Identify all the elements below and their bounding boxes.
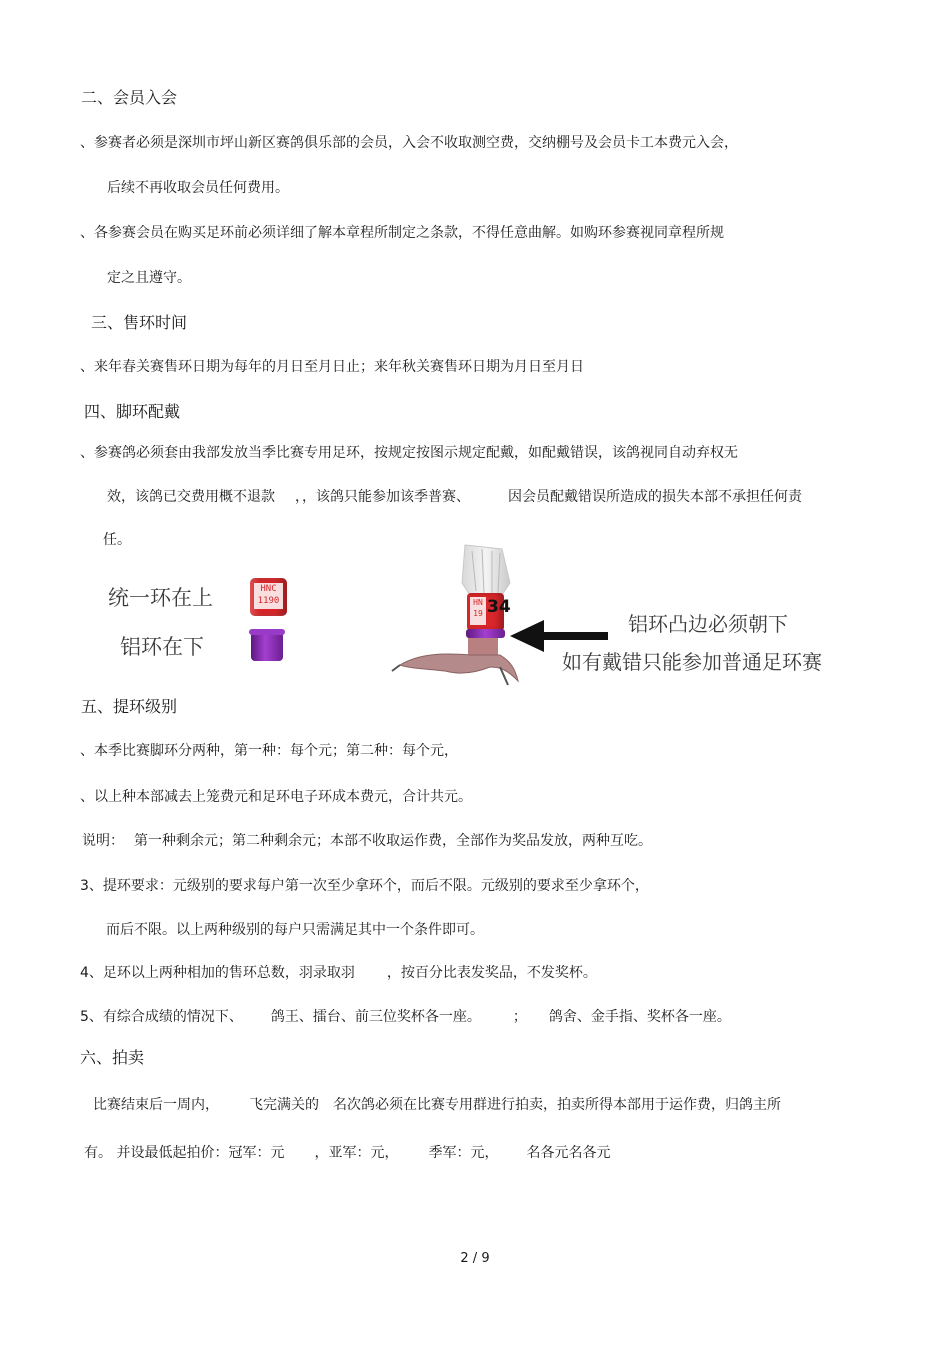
leg-red-unified-ring xyxy=(467,593,511,631)
auction-line-1-part-3: 名次鸽必须在比赛专用群进行拍卖，拍卖所得本部用于运作费，归鸽主所 xyxy=(333,1097,781,1113)
leg-ring-number: 34 xyxy=(487,597,511,617)
auction-line-2-part-1: 有。 并设最低起拍价：冠军：元 xyxy=(84,1145,285,1161)
leg-ring-code-line-2: 19 xyxy=(473,609,483,618)
section-heading-membership: 二、会员入会 xyxy=(81,88,178,107)
ring-wearing-clause-line-2-part-2: ，，该鸽只能参加该季普赛、 xyxy=(295,489,470,505)
ring-wearing-clause-line-2-part-1: 效，该鸽已交费用概不退款 xyxy=(107,489,275,505)
leg-purple-aluminum-ring xyxy=(466,629,505,638)
ring-code-line-2: 1190 xyxy=(257,596,280,606)
ring-wearing-clause-line-2 xyxy=(107,487,802,507)
clause-5-part-4: 鸽舍、金手指、奖杯各一座。 xyxy=(548,1009,731,1025)
ring-levels-clause-3-line-2: 而后不限。以上两种级别的每户只需满足其中一个条件即可。 xyxy=(106,922,484,938)
auction-line-1-part-2: 飞完满关的 xyxy=(249,1097,319,1113)
page-number: 2 / 9 xyxy=(460,1251,490,1266)
section-heading-ring-levels: 五、提环级别 xyxy=(81,697,178,716)
auction-clause-line-2 xyxy=(84,1143,610,1163)
label-aluminum-ring-below: 铝环在下 xyxy=(120,635,204,659)
auction-line-1-part-1: 比赛结束后一周内， xyxy=(93,1097,219,1113)
ring-levels-clause-3-line-1: 3、提环要求：元级别的要求每户第一次至少拿环个，而后不限。元级别的要求至少拿环个， xyxy=(80,878,649,894)
section-heading-auction: 六、拍卖 xyxy=(80,1048,145,1067)
ring-levels-clause-2: 、以上种本部减去上笼费元和足环电子环成本费元，合计共元。 xyxy=(80,789,472,805)
ring-wearing-clause-line-1: 、参赛鸽必须套由我部发放当季比赛专用足环，按规定按图示规定配戴，如配戴错误，该鸽视同自动弃权无 xyxy=(80,445,738,461)
membership-clause-1-line-2: 后续不再收取会员任何费用。 xyxy=(107,180,289,196)
ring-levels-clause-4 xyxy=(80,963,597,983)
clause-5-part-2: 鸽王、擂台、前三位奖杯各一座。 xyxy=(270,1009,481,1025)
clause-5-part-1: 5、有综合成绩的情况下、 xyxy=(80,1009,243,1025)
ring-sale-clause-1: 、来年春关赛售环日期为每年的月日至月日止；来年秋关赛售环日期为月日至月日 xyxy=(80,359,584,375)
auction-line-2-part-3: 季军：元， xyxy=(428,1145,499,1161)
auction-line-2-part-2: ，亚军：元， xyxy=(314,1145,399,1161)
auction-clause-line-1 xyxy=(93,1095,781,1115)
membership-clause-2-line-1: 、各参赛会员在购买足环前必须详细了解本章程所制定之条款，不得任意曲解。如购环参赛视同章程所规 xyxy=(80,225,724,241)
leg-ring-code-line-1: HN xyxy=(473,598,483,607)
clause-4-part-2: ，按百分比表发奖品，不发奖杯。 xyxy=(386,965,597,981)
clause-4-part-1: 4、足环以上两种相加的售环总数，羽录取羽 xyxy=(80,965,355,981)
explanation-text: 第一种剩余元；第二种剩余元；本部不收取运作费，全部作为奖品发放，两种互吃。 xyxy=(134,833,652,849)
membership-clause-1-line-1: 、参赛者必须是深圳市坪山新区赛鸽俱乐部的会员，入会不收取测空费，交纳棚号及会员卡工本费元入会， xyxy=(80,135,738,151)
ring-levels-explanation xyxy=(82,831,652,851)
ring-levels-clause-5 xyxy=(80,1007,731,1027)
ring-wearing-clause-line-2-part-3: 因会员配戴错误所造成的损失本部不承担任何责 xyxy=(508,489,802,505)
membership-clause-2-line-2: 定之且遵守。 xyxy=(107,270,191,286)
ring-code-line-1: HNC xyxy=(260,584,277,594)
purple-aluminum-ring-image xyxy=(251,632,283,661)
note-wrong-wearing-consequence: 如有戴错只能参加普通足环赛 xyxy=(562,650,822,674)
ring-wearing-clause-line-3: 任。 xyxy=(103,532,131,548)
ring-levels-clause-1: 、本季比赛脚环分两种，第一种：每个元；第二种：每个元， xyxy=(80,743,458,759)
label-unified-ring-on-top: 统一环在上 xyxy=(108,586,213,610)
explanation-label: 说明： xyxy=(82,833,124,849)
ring-wearing-figure xyxy=(100,543,880,688)
clause-5-part-3: ； xyxy=(512,1009,527,1025)
note-aluminum-edge-downward: 铝环凸边必须朝下 xyxy=(628,612,788,636)
section-heading-ring-sale-time: 三、售环时间 xyxy=(91,313,188,332)
section-heading-ring-wearing: 四、脚环配戴 xyxy=(84,402,181,421)
auction-line-2-part-4: 名各元名各元 xyxy=(526,1145,611,1161)
red-unified-ring-image xyxy=(250,578,287,616)
